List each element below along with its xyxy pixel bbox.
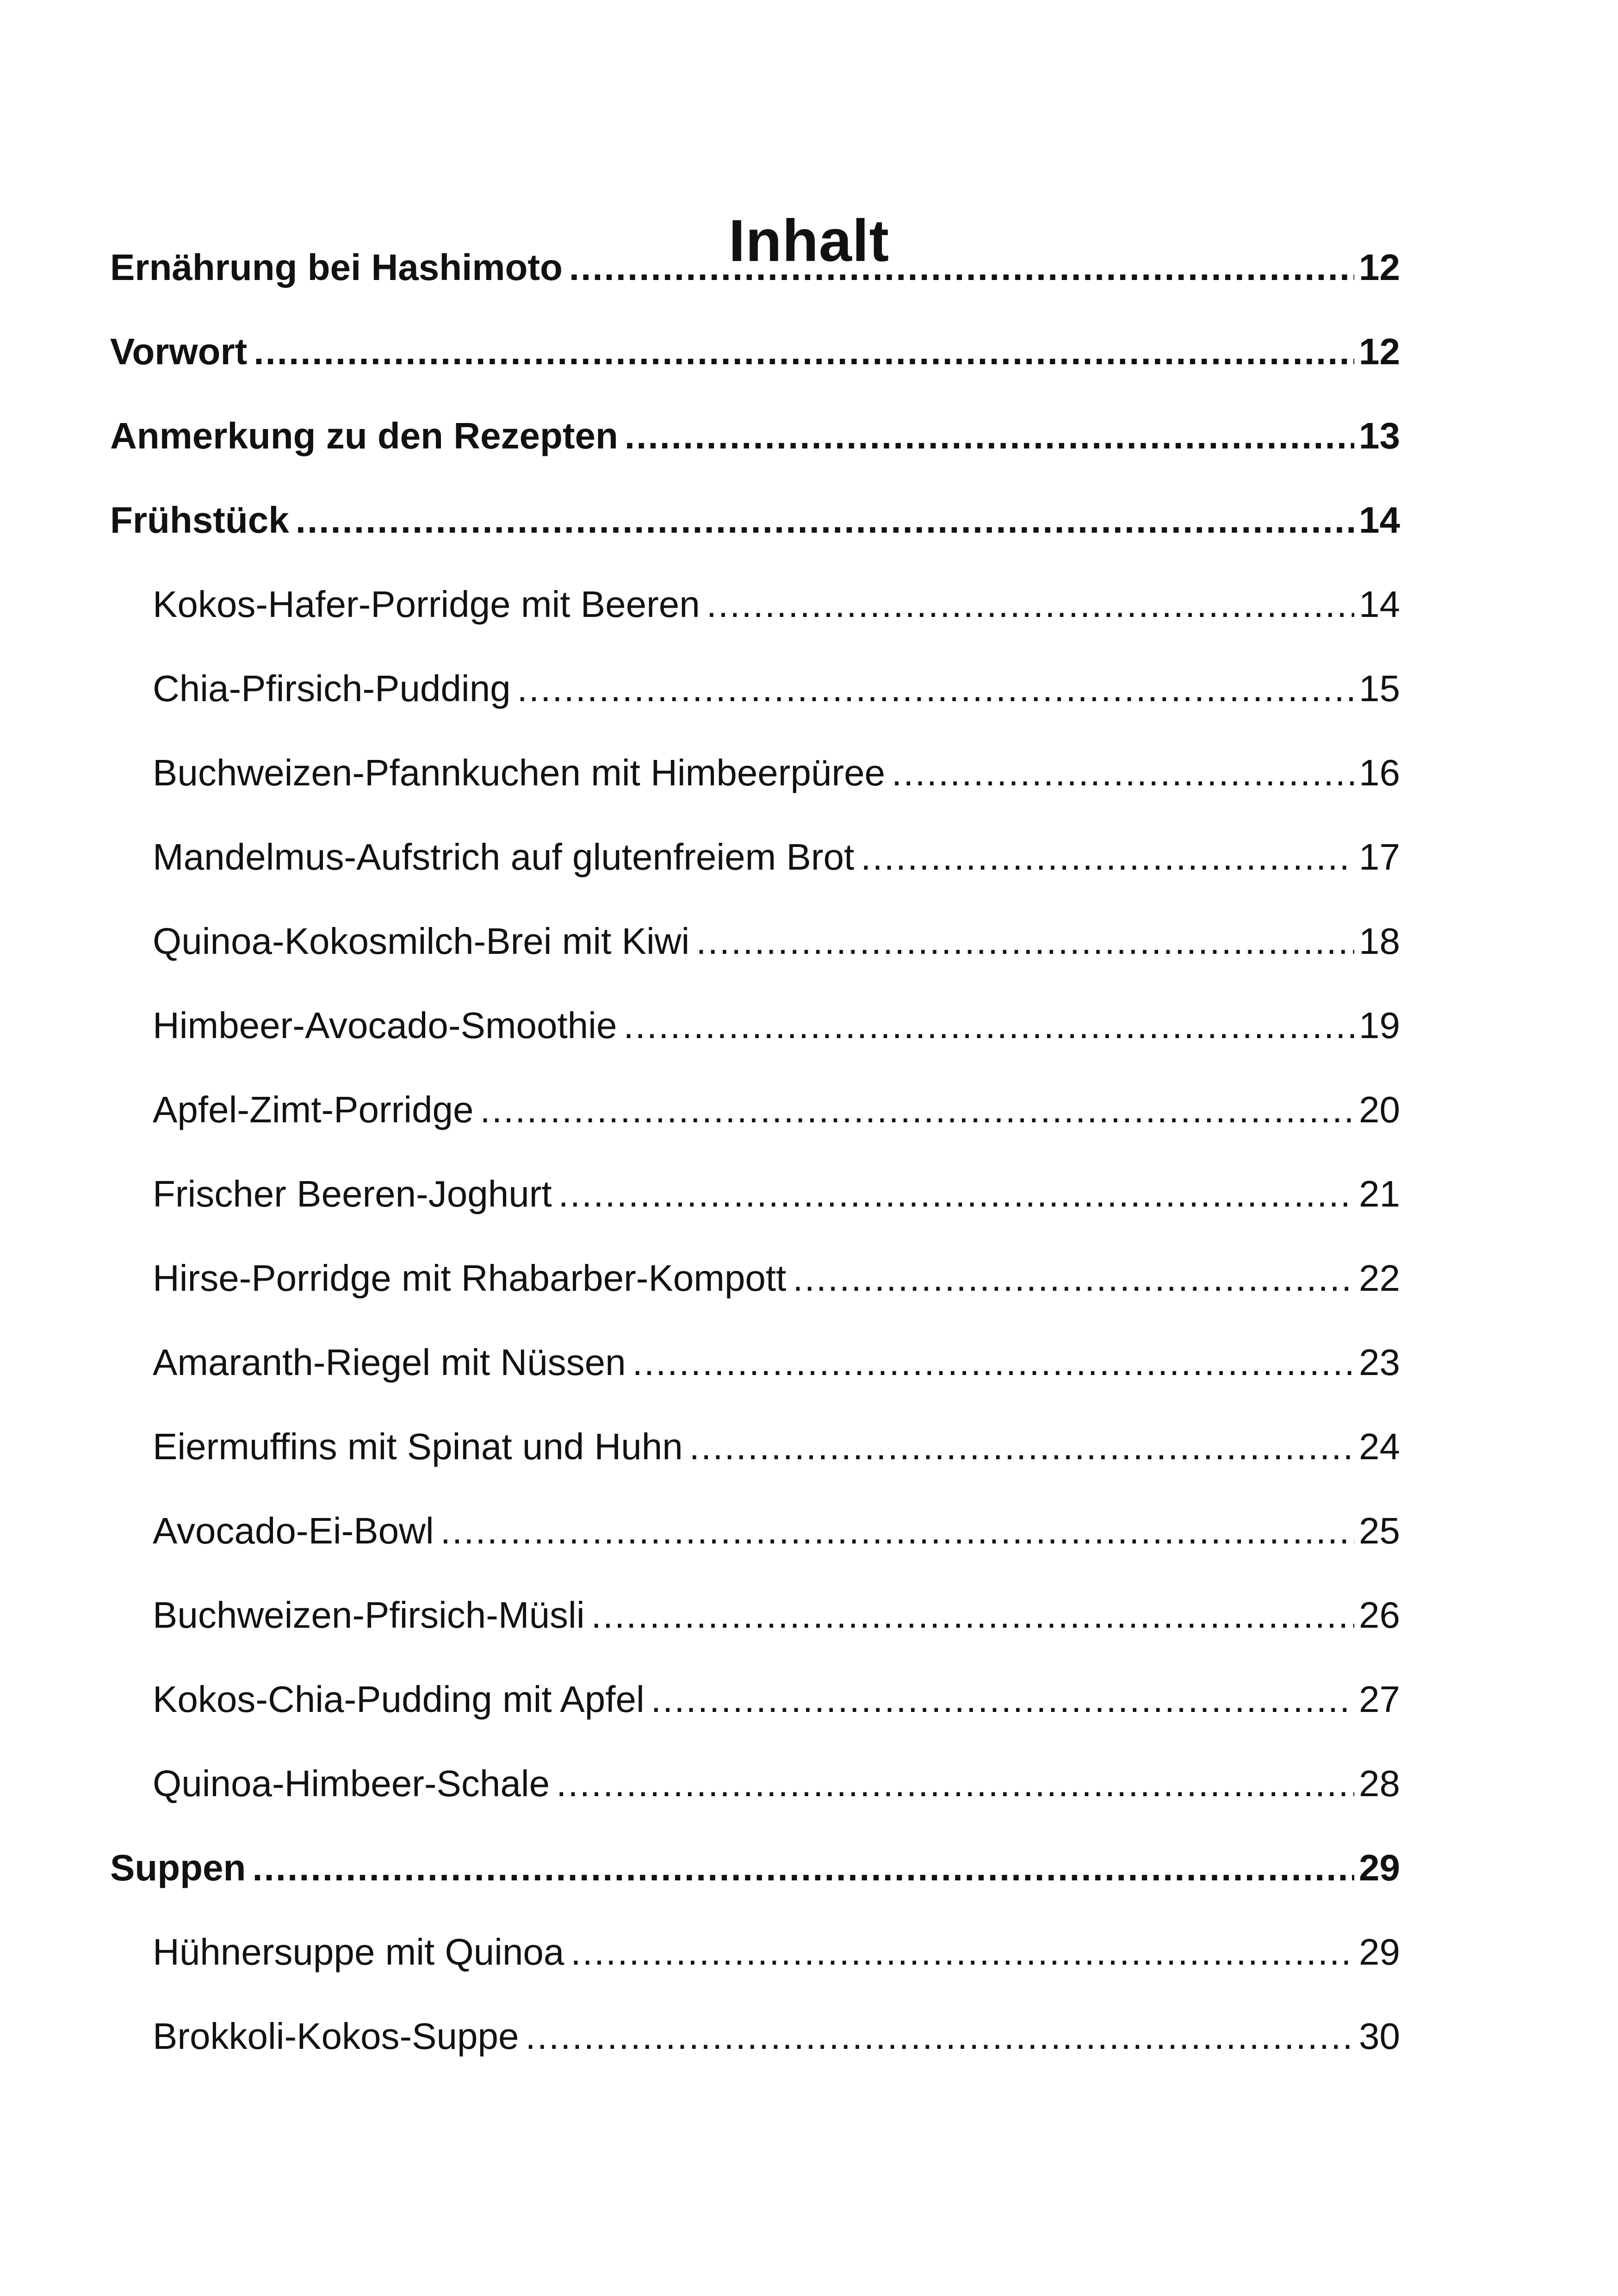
- toc-recipe-entry[interactable]: [153, 914, 1400, 964]
- toc-dot-leader: [556, 1761, 1354, 1807]
- toc-page-number: 15: [1359, 668, 1400, 709]
- toc-entry-label: Kokos-Chia-Pudding mit Apfel: [153, 1679, 645, 1720]
- toc-recipe-entry[interactable]: [153, 1756, 1400, 1807]
- toc-section-entry[interactable]: [110, 324, 1400, 375]
- toc-section-entry[interactable]: [110, 1840, 1400, 1891]
- toc-section-entry[interactable]: [110, 408, 1400, 459]
- toc-recipe-entry[interactable]: [153, 577, 1400, 628]
- toc-dot-leader: [707, 581, 1354, 628]
- toc-dot-leader: [570, 1929, 1354, 1975]
- toc-entry-label: Buchweizen-Pfirsich-Müsli: [153, 1594, 585, 1636]
- toc-dot-leader: [861, 834, 1354, 880]
- toc-dot-leader: [689, 1424, 1354, 1470]
- toc-recipe-entry[interactable]: [153, 745, 1400, 796]
- page-title: Inhalt: [728, 207, 890, 274]
- toc-dot-leader: [623, 1002, 1354, 1049]
- toc-page-number: 28: [1359, 1763, 1400, 1804]
- toc-dot-leader: [632, 1339, 1354, 1386]
- toc-entry-label: Kokos-Hafer-Porridge mit Beeren: [153, 584, 700, 625]
- toc-recipe-entry[interactable]: [153, 1503, 1400, 1554]
- toc-entry-label: Hirse-Porridge mit Rhabarber-Kompott: [153, 1257, 787, 1299]
- toc-page-number: 14: [1359, 584, 1400, 625]
- toc-entry-label: Quinoa-Himbeer-Schale: [153, 1763, 550, 1804]
- toc-page-number: 21: [1359, 1173, 1400, 1214]
- toc-dot-leader: [651, 1676, 1354, 1723]
- toc-entry-label: Avocado-Ei-Bowl: [153, 1510, 434, 1551]
- toc-dot-leader: [558, 1171, 1354, 1217]
- toc-recipe-entry[interactable]: [153, 1251, 1400, 1301]
- toc-entry-label: Hühnersuppe mit Quinoa: [153, 1931, 564, 1972]
- toc-entry-label: Ernährung bei Hashimoto: [110, 247, 563, 288]
- toc-page-number: 29: [1359, 1847, 1400, 1888]
- toc-page-number: 12: [1359, 247, 1400, 288]
- toc-page-number: 26: [1359, 1594, 1400, 1636]
- toc-entry-label: Suppen: [110, 1847, 246, 1888]
- toc-page-number: 20: [1359, 1089, 1400, 1130]
- toc-dot-leader: [480, 1087, 1355, 1133]
- toc-dot-leader: [296, 497, 1354, 543]
- toc-section-entry[interactable]: [110, 492, 1400, 543]
- toc-entry-label: Buchweizen-Pfannkuchen mit Himbeerpüree: [153, 752, 886, 793]
- toc-recipe-entry[interactable]: [153, 1166, 1400, 1217]
- toc-page-number: 17: [1359, 836, 1400, 877]
- toc-page-number: 23: [1359, 1342, 1400, 1383]
- toc-page-number: 13: [1359, 415, 1400, 456]
- toc-recipe-entry[interactable]: [153, 2009, 1400, 2060]
- toc-dot-leader: [892, 750, 1354, 796]
- toc-page-number: 18: [1359, 921, 1400, 962]
- toc-recipe-entry[interactable]: [153, 1335, 1400, 1386]
- toc-dot-leader: [517, 666, 1354, 712]
- toc-entry-label: Anmerkung zu den Rezepten: [110, 415, 618, 456]
- toc-recipe-entry[interactable]: [153, 1924, 1400, 1975]
- toc-entry-label: Quinoa-Kokosmilch-Brei mit Kiwi: [153, 921, 690, 962]
- toc-dot-leader: [525, 2013, 1354, 2060]
- toc-dot-leader: [696, 918, 1354, 964]
- toc-entry-label: Brokkoli-Kokos-Suppe: [153, 2016, 519, 2057]
- toc-dot-leader: [793, 1255, 1354, 1301]
- toc-dot-leader: [625, 413, 1354, 459]
- toc-recipe-entry[interactable]: [153, 1082, 1400, 1133]
- toc-dot-leader: [252, 1845, 1354, 1891]
- toc-entry-label: Eiermuffins mit Spinat und Huhn: [153, 1426, 683, 1467]
- toc-entry-label: Mandelmus-Aufstrich auf glutenfreiem Brot: [153, 836, 855, 877]
- toc-page-number: 16: [1359, 752, 1400, 793]
- toc-page-number: 19: [1359, 1005, 1400, 1046]
- toc-entry-label: Chia-Pfirsich-Pudding: [153, 668, 511, 709]
- toc-dot-leader: [440, 1508, 1354, 1554]
- toc-recipe-entry[interactable]: [153, 1672, 1400, 1723]
- toc-page-number: 12: [1359, 331, 1400, 372]
- toc-entry-label: Vorwort: [110, 331, 248, 372]
- toc-page-number: 25: [1359, 1510, 1400, 1551]
- toc-recipe-entry[interactable]: [153, 1419, 1400, 1470]
- toc-dot-leader: [254, 329, 1354, 375]
- toc-page-number: 27: [1359, 1679, 1400, 1720]
- toc-page-number: 24: [1359, 1426, 1400, 1467]
- toc-entry-label: Amaranth-Riegel mit Nüssen: [153, 1342, 626, 1383]
- toc-recipe-entry[interactable]: [153, 998, 1400, 1049]
- toc-entry-label: Himbeer-Avocado-Smoothie: [153, 1005, 617, 1046]
- toc-recipe-entry[interactable]: [153, 1587, 1400, 1638]
- toc-page-number: 22: [1359, 1257, 1400, 1299]
- toc-page-number: 14: [1359, 499, 1400, 541]
- toc-page-number: 30: [1359, 2016, 1400, 2057]
- toc-entry-label: Frühstück: [110, 499, 289, 541]
- toc-page-number: 29: [1359, 1931, 1400, 1972]
- toc-entry-label: Frischer Beeren-Joghurt: [153, 1173, 552, 1214]
- toc-recipe-entry[interactable]: [153, 829, 1400, 880]
- toc-entry-label: Apfel-Zimt-Porridge: [153, 1089, 474, 1130]
- toc-section-entry[interactable]: [110, 240, 1400, 291]
- toc-dot-leader: [591, 1592, 1354, 1638]
- toc-recipe-entry[interactable]: [153, 661, 1400, 712]
- toc-dot-leader: [569, 244, 1354, 291]
